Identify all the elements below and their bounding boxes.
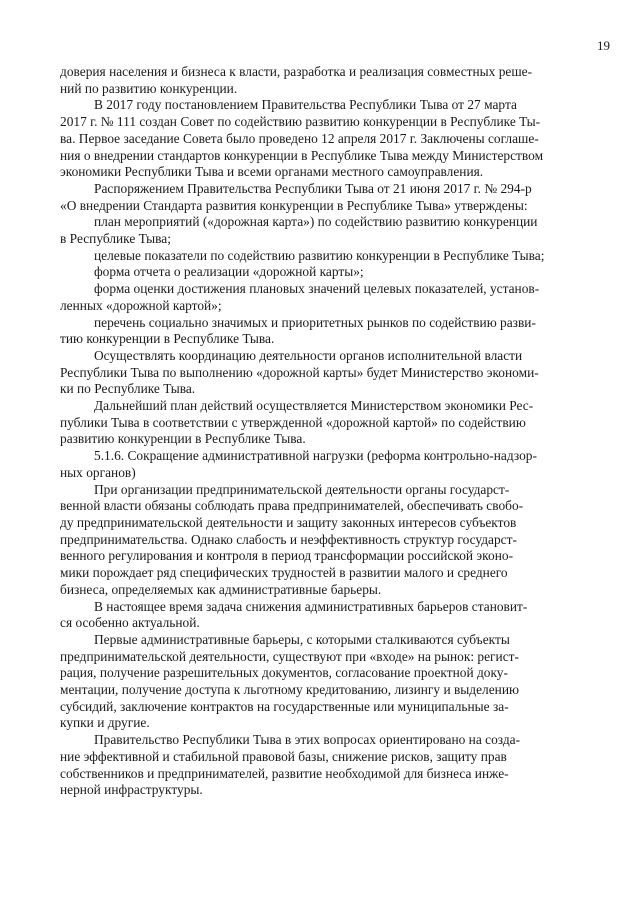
- list-item: форма отчета о реализации «дорожной карты»;: [94, 264, 364, 280]
- document-body: [60, 64, 608, 799]
- paragraph: В 2017 году постановлением Правительства Республики Тыва от 27 марта 2017 г. № 111 создан Совет по содействию развитию конкуренции в Республике Ты- ва. Первое заседание Совета было проведено 12 апреля 2017 г. Заключены соглаше- ния о внедрении стандартов конкуренции в Республике Тыва между Министерством экономики Республики Тыва и всеми органами местного самоуправления.: [60, 97, 544, 180]
- paragraph: В настоящее время задача снижения административных барьеров становит- ся особенно актуальной.: [60, 598, 528, 631]
- section-heading: 5.1.6. Сокращение административной нагрузки (реформа контрольно-надзор- ных органов): [60, 448, 537, 480]
- paragraph: Дальнейший план действий осуществляется Министерством экономики Рес- публики Тыва в соответствии с утвержденной «дорожной картой» по содействию развитию конкуренции в Республике Тыва.: [60, 398, 534, 447]
- list-item: перечень социально значимых и приоритетных рынков по содействию разви- тию конкуренции в Республике Тыва.: [60, 314, 536, 347]
- paragraph: При организации предпринимательской деятельности органы государст- венной власти обязаны соблюдать права предпринимателей, обеспечивать свобо- ду предпринимательской деятельности и защиту законных интересов субъектов предпринимательства. Однако слабость и неэффективность структур государст- венного регулирования и контроля в период трансформации российской эконо- мики порождает ряд специфических трудностей в развитии малого и среднего бизнеса, определяемых как административные барьеры.: [60, 481, 524, 597]
- list-item: форма оценки достижения плановых значений целевых показателей, установ- ленных «дорожной картой»;: [60, 281, 540, 313]
- paragraph: Правительство Республики Тыва в этих вопросах ориентировано на созда- ние эффективной и стабильной правовой базы, снижение рисков, защиту прав собственников и предпринимателей, развитие необходимой для бизнеса инже- нерной инфраструктуры.: [60, 732, 521, 798]
- paragraph: Первые административные барьеры, с которыми сталкиваются субъекты предпринимательской деятельности, существуют при «входе» на рынок: регист- рация, получение разрешительных документов, согласование проектной доку- ментации, получение доступа к льготному кредитованию, лизингу и выделению субсидий, заключение контрактов на государственные или муниципальные за- купки и другие.: [60, 631, 520, 731]
- page-number: 19: [597, 38, 610, 53]
- list-item: целевые показатели по содействию развитию конкуренции в Республике Тыва;: [94, 247, 545, 263]
- list-item: план мероприятий («дорожная карта») по содействию развитию конкуренции в Республике Тыва;: [60, 214, 538, 247]
- paragraph: доверия населения и бизнеса к власти, разработка и реализация совместных реше- ний по развитию конкуренции.: [60, 64, 533, 96]
- paragraph: Осуществлять координацию деятельности органов исполнительной власти Республики Тыва по выполнению «дорожной карты» будет Министерство экономи- ки по Республике Тыва.: [60, 347, 539, 397]
- paragraph: Распоряжением Правительства Республики Тыва от 21 июня 2017 г. № 294-р «О внедрении Стандарта развития конкуренции в Республике Тыва» утверждены:: [60, 180, 532, 213]
